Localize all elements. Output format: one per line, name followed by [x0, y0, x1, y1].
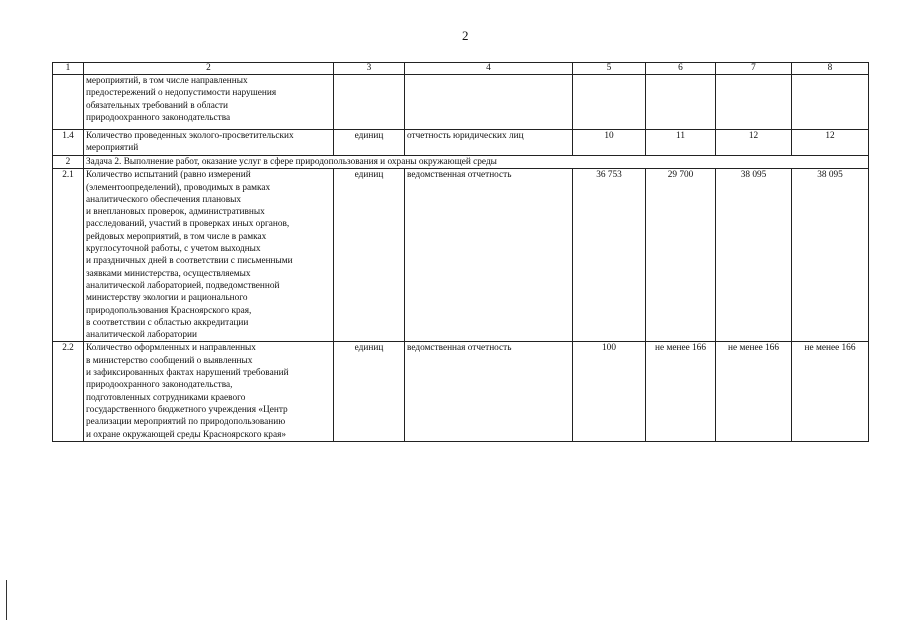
row-number: 2.2 [53, 342, 84, 441]
column-header: 6 [646, 63, 716, 75]
value-col7: 12 [716, 130, 792, 156]
row-number [53, 75, 84, 130]
source-cell: ведомственная отчетность [405, 169, 573, 342]
page-number: 2 [462, 28, 469, 43]
scan-margin-mark [6, 580, 7, 620]
table-row [53, 130, 869, 156]
value-col5: 10 [573, 130, 646, 156]
value-col6: 11 [646, 130, 716, 156]
row-number: 2 [53, 156, 84, 169]
row-number: 1.4 [53, 130, 84, 156]
column-header: 8 [792, 63, 869, 75]
value-col5: 36 753 [573, 169, 646, 342]
value-col7: не менее 166 [716, 342, 792, 441]
source-cell: отчетность юридических лиц [405, 130, 573, 156]
indicator-description: Количество испытаний (равно измерений (элементоопределений), проводимых в рамках аналитического обеспечения плановых и внеплановых проверок, административных расследований, участий в проверках иных органов, рейдовых мероприятий, в том числе в рамках круглосуточной работы, с учетом выходных и праздничных дней в соответствии с письменными заявками министерства, осуществляемых аналитической лабораторией, подведомственной министерству экологии и рационального природопользования Красноярского края, в соответствии с областью аккредитации аналитической лаборатории [84, 169, 334, 342]
value-col5: 100 [573, 342, 646, 441]
table-row [53, 342, 869, 441]
table-row [53, 169, 869, 342]
unit-cell [334, 75, 405, 130]
task-title: Задача 2. Выполнение работ, оказание услуг в сфере природопользования и охраны окружающей среды [84, 156, 869, 169]
indicator-description: Количество оформленных и направленных в министерство сообщений о выявленных и зафиксированных фактах нарушений требований природоохранного законодательства, подготовленных сотрудниками краевого государственного бюджетного учреждения «Центр реализации мероприятий по природопользованию и охране окружающей среды Красноярского края» [84, 342, 334, 441]
column-header: 2 [84, 63, 334, 75]
task-row [53, 156, 869, 169]
value-col8: не менее 166 [792, 342, 869, 441]
value-col6: не менее 166 [646, 342, 716, 441]
indicator-table [52, 62, 869, 442]
unit-cell: единиц [334, 169, 405, 342]
column-header: 3 [334, 63, 405, 75]
column-header: 5 [573, 63, 646, 75]
value-col5 [573, 75, 646, 130]
indicator-description: мероприятий, в том числе направленных предостережений о недопустимости нарушения обязательных требований в области природоохранного законодательства [84, 75, 334, 130]
indicator-table-body [53, 63, 869, 442]
value-col6: 29 700 [646, 169, 716, 342]
table-header-row [53, 63, 869, 75]
value-col8: 12 [792, 130, 869, 156]
row-number: 2.1 [53, 169, 84, 342]
value-col7: 38 095 [716, 169, 792, 342]
column-header: 7 [716, 63, 792, 75]
unit-cell: единиц [334, 342, 405, 441]
unit-cell: единиц [334, 130, 405, 156]
column-header: 1 [53, 63, 84, 75]
value-col7 [716, 75, 792, 130]
value-col8: 38 095 [792, 169, 869, 342]
indicator-description: Количество проведенных эколого-просветительских мероприятий [84, 130, 334, 156]
value-col6 [646, 75, 716, 130]
source-cell: ведомственная отчетность [405, 342, 573, 441]
source-cell [405, 75, 573, 130]
table-row [53, 75, 869, 130]
value-col8 [792, 75, 869, 130]
column-header: 4 [405, 63, 573, 75]
